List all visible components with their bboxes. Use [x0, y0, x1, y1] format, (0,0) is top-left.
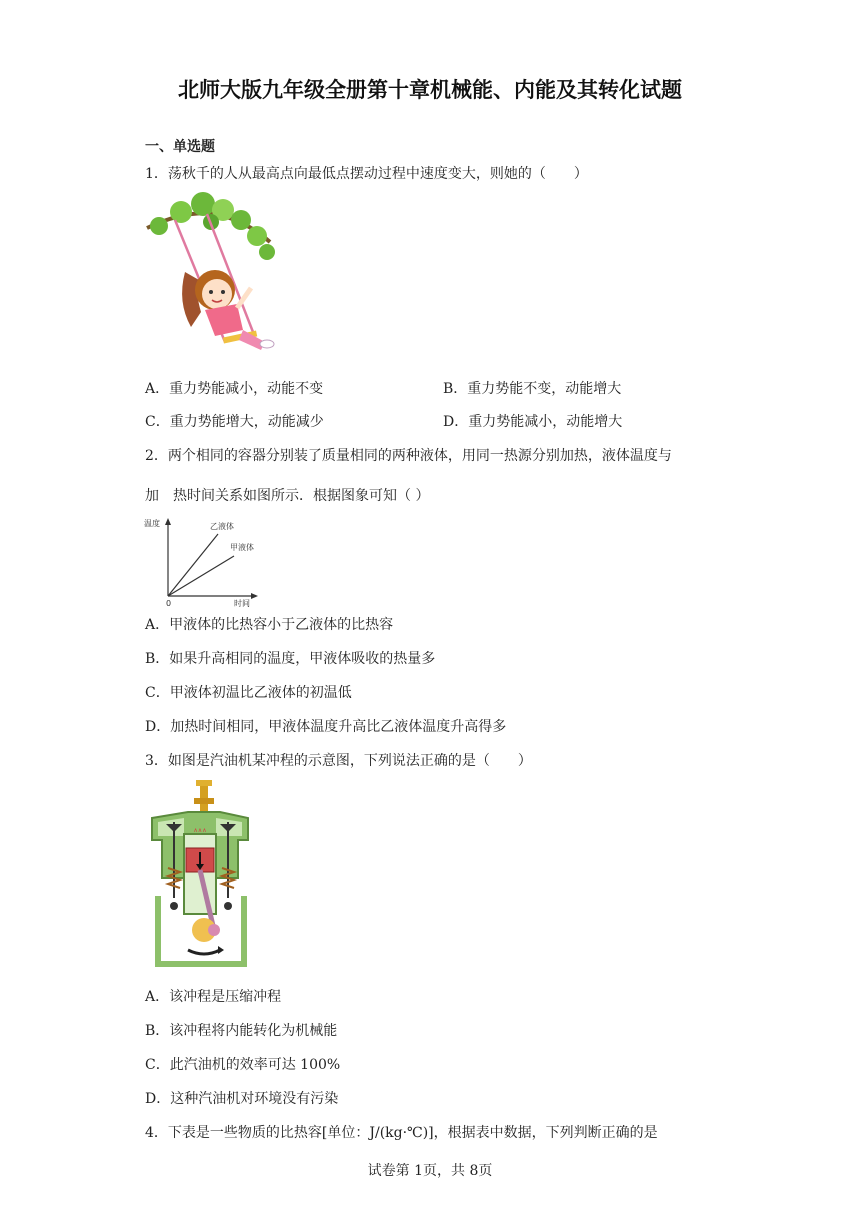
q2-option-d: D．加热时间相同，甲液体温度升高比乙液体温度升高得多: [145, 719, 507, 735]
page-footer: 试卷第 1页，共 8页: [367, 1163, 493, 1179]
swing-girl-illustration: [145, 192, 280, 360]
question-3-stem: 3．如图是汽油机某冲程的示意图，下列说法正确的是（ ）: [145, 753, 532, 769]
q3-option-d: D．这种汽油机对环境没有污染: [145, 1091, 339, 1107]
temperature-time-graph: [142, 516, 262, 608]
girl: [182, 270, 274, 350]
q3-option-c: C．此汽油机的效率可达 100%: [145, 1057, 341, 1073]
series-jia-label: 甲液体: [230, 543, 254, 552]
question-4-stem: 4．下表是一些物质的比热容[单位：J/(kg·℃)]，根据表中数据，下列判断正确的是: [145, 1125, 658, 1141]
question-2-stem-line1: 2．两个相同的容器分别装了质量相同的两种液体，用同一热源分别加热，液体温度与: [145, 448, 672, 464]
series-yi-label: 乙液体: [210, 522, 234, 531]
q1-option-d: D．重力势能减小，动能增大: [443, 414, 623, 430]
q1-option-b: B．重力势能不变，动能增大: [443, 381, 622, 397]
q3-option-a: A．该冲程是压缩冲程: [145, 989, 282, 1005]
question-1-stem: 1．荡秋千的人从最高点向最低点摆动过程中速度变大，则她的（ ）: [145, 166, 588, 182]
q2-option-b: B．如果升高相同的温度，甲液体吸收的热量多: [145, 651, 436, 667]
spark-plug: [194, 780, 214, 812]
section-heading: 一、单选题: [145, 139, 215, 155]
x-axis-label: 时间: [234, 599, 250, 608]
q1-option-a: A．重力势能减小，动能不变: [145, 381, 324, 397]
page-title: 北师大版九年级全册第十章机械能、内能及其转化试题: [178, 78, 682, 102]
q1-option-c: C．重力势能增大，动能减少: [145, 414, 324, 430]
q2-option-c: C．甲液体初温比乙液体的初温低: [145, 685, 352, 701]
gasoline-engine-diagram: [148, 778, 252, 972]
series-jia-line: [168, 556, 234, 596]
crankshaft: [188, 918, 224, 954]
question-2-stem-line2: 加 热时间关系如图所示．根据图象可知（ ）: [145, 488, 430, 504]
origin-label: 0: [166, 599, 172, 608]
q3-option-b: B．该冲程将内能转化为机械能: [145, 1023, 338, 1039]
y-axis-label: 温度: [144, 519, 160, 528]
svg-text:∧∧∧: ∧∧∧: [193, 827, 207, 834]
q2-option-a: A．甲液体的比热容小于乙液体的比热容: [145, 617, 394, 633]
series-yi-line: [168, 534, 218, 596]
